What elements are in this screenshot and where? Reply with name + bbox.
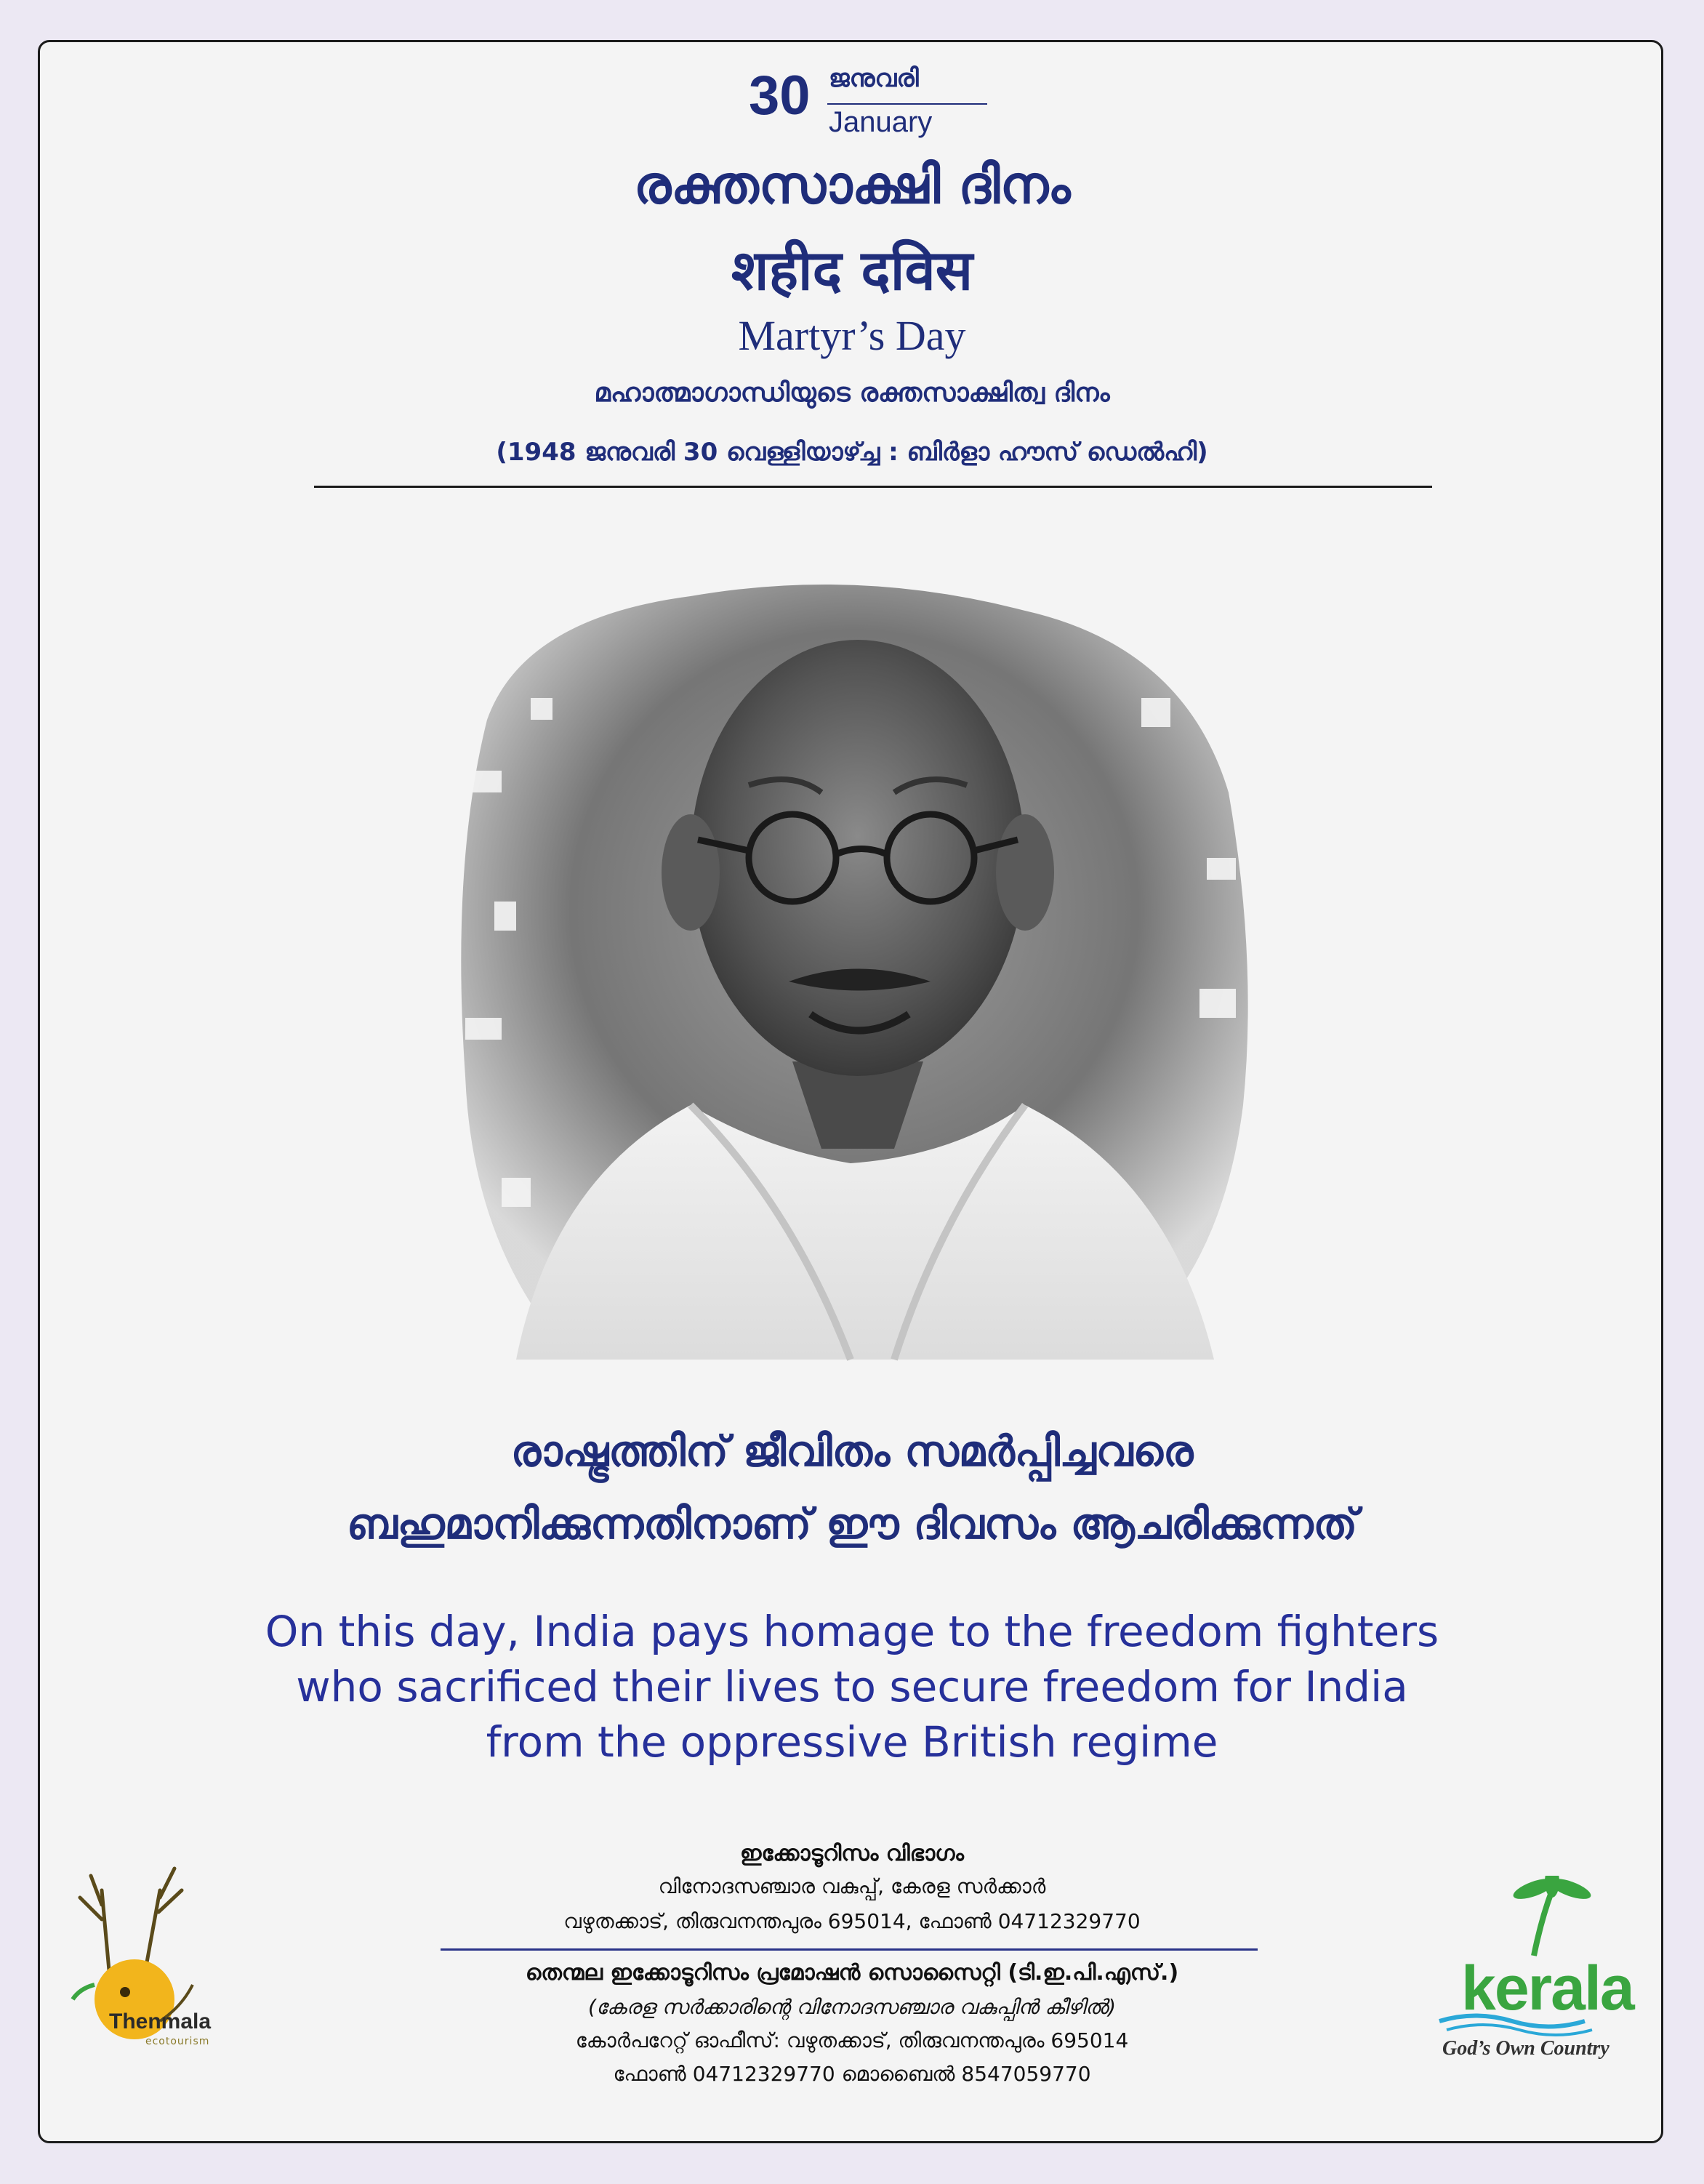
tagline-ml-line1: രാഷ്ട്രത്തിന് ജീവിതം സമർപ്പിച്ചവരെ bbox=[510, 1426, 1194, 1476]
tagline-en-line2: who sacrificed their lives to secure freedom for India bbox=[296, 1662, 1408, 1711]
society-name: തെന്മല ഇക്കോടൂറിസം പ്രമോഷൻ സൊസൈറ്റി (ടി.ഇ.പി.എസ്.) bbox=[525, 1960, 1179, 1986]
dept-parent: വിനോദസഞ്ചാര വകുപ്പ്, കേരള സർക്കാർ bbox=[658, 1874, 1046, 1898]
date-month-ml: ജനുവരി bbox=[829, 64, 919, 93]
tagline-ml-line2: ബഹുമാനിക്കുന്നതിനാണ് ഈ ദിവസം ആചരിക്കുന്നത് bbox=[346, 1499, 1358, 1549]
subtitle-malayalam: മഹാത്മാഗാന്ധിയുടെ രക്തസാക്ഷിത്വ ദിനം bbox=[594, 378, 1110, 408]
title-english: Martyr’s Day bbox=[738, 312, 966, 359]
tagline-en-line1: On this day, India pays homage to the freedom fighters bbox=[265, 1607, 1439, 1656]
footer-divider bbox=[441, 1948, 1258, 1951]
date-month-en: January bbox=[829, 106, 933, 138]
tagline-en-line3: from the oppressive British regime bbox=[486, 1717, 1218, 1767]
gandhi-portrait bbox=[385, 553, 1323, 1381]
society-phone: ഫോൺ 04712329770 മൊബൈൽ 8547059770 bbox=[613, 2062, 1091, 2086]
kerala-tagline: God’s Own Country bbox=[1442, 2037, 1609, 2060]
date-rule bbox=[827, 103, 987, 105]
title-hindi: शहीद दविस bbox=[731, 238, 973, 302]
society-office: കോർപറേറ്റ് ഓഫീസ്: വഴുതക്കാട്, തിരുവനന്തപുരം 695014 bbox=[575, 2028, 1129, 2052]
header-divider bbox=[314, 486, 1432, 488]
thenmala-name: Thenmala bbox=[109, 2010, 212, 2034]
thenmala-sub: ecotourism bbox=[145, 2036, 210, 2047]
dept-address: വഴുതക്കാട്, തിരുവനന്തപുരം 695014, ഫോൺ 04712329770 bbox=[563, 1909, 1141, 1933]
date-place-line: (1948 ജനുവരി 30 വെള്ളിയാഴ്ച്ച : ബിർളാ ഹൗസ് ഡെൽഹി) bbox=[496, 438, 1208, 467]
kerala-wordmark: kerala bbox=[1461, 1954, 1633, 2023]
society-under: (കേരള സർക്കാരിന്റെ വിനോദസഞ്ചാര വകുപ്പിൻ കീഴിൽ) bbox=[587, 1995, 1116, 2019]
title-malayalam: രക്തസാക്ഷി ദിനം bbox=[633, 154, 1071, 215]
dept-name: ഇക്കോടൂറിസം വിഭാഗം bbox=[739, 1841, 964, 1866]
date-number: 30 bbox=[749, 65, 811, 127]
